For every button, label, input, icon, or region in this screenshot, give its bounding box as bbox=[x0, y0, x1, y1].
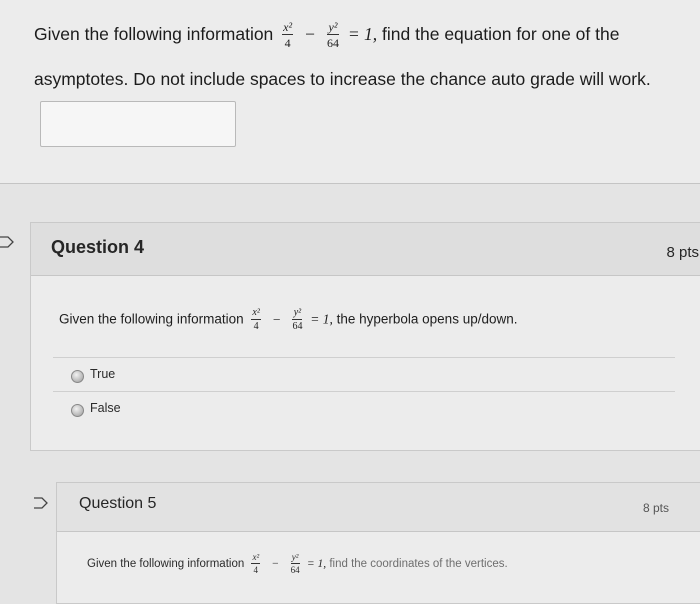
question-3-prompt bbox=[34, 12, 674, 102]
prompt-text: Given the following information bbox=[34, 24, 274, 44]
fraction-y2-over-64: $\frac{\text{y²}}{64}$ bbox=[326, 20, 339, 51]
flag-icon[interactable] bbox=[34, 497, 48, 509]
question-5-points: 8 pts bbox=[642, 501, 669, 515]
question-4-header bbox=[31, 223, 700, 276]
question-4-card bbox=[30, 222, 700, 451]
question-5-header bbox=[57, 483, 700, 532]
fraction-x2-over-4: $\frac{\text{x²}}{4}$ bbox=[252, 552, 260, 575]
question-4-title: Question 4 bbox=[51, 237, 145, 257]
prompt-text-continued: find the equation for one of the asymptotes. Do not include spaces to increase the chance auto grade will work. bbox=[34, 24, 651, 89]
fraction-y2-over-64: $\frac{\text{y²}}{64}$ bbox=[290, 552, 300, 575]
asymptote-answer-input[interactable] bbox=[40, 101, 236, 147]
option-divider bbox=[53, 391, 675, 392]
flag-icon[interactable] bbox=[0, 236, 14, 248]
fraction-x2-over-4: $\frac{\text{x²}}{4}$ bbox=[252, 307, 260, 332]
question-4-points: 8 pts bbox=[666, 244, 699, 261]
minus-sign: − bbox=[305, 24, 315, 44]
option-label: False bbox=[90, 401, 121, 415]
question-3-card bbox=[0, 0, 700, 184]
minus-sign: − bbox=[272, 311, 281, 327]
question-5-card bbox=[56, 482, 700, 604]
minus-sign: − bbox=[272, 558, 279, 571]
fraction-y2-over-64: $\frac{\text{y²}}{64}$ bbox=[292, 307, 303, 332]
option-divider bbox=[53, 357, 675, 358]
radio-button[interactable] bbox=[71, 404, 84, 417]
fraction-x2-over-4: $\frac{\text{x²}}{4}$ bbox=[283, 20, 293, 51]
question-5-prompt: Given the following information $\frac{\text{x²}}{4}$ − $\frac{\text{y²}}{64}$ = 1, find the coordinates of the vertices. bbox=[87, 552, 508, 575]
equals-one: = 1, bbox=[347, 24, 378, 44]
question-4-prompt: Given the following information $\frac{\text{x²}}{4}$ − $\frac{\text{y²}}{64}$ = 1, the hyperbola opens up/down. bbox=[59, 307, 518, 332]
question-5-title: Question 5 bbox=[79, 495, 157, 512]
option-label: True bbox=[90, 367, 116, 381]
radio-button[interactable] bbox=[71, 370, 84, 383]
